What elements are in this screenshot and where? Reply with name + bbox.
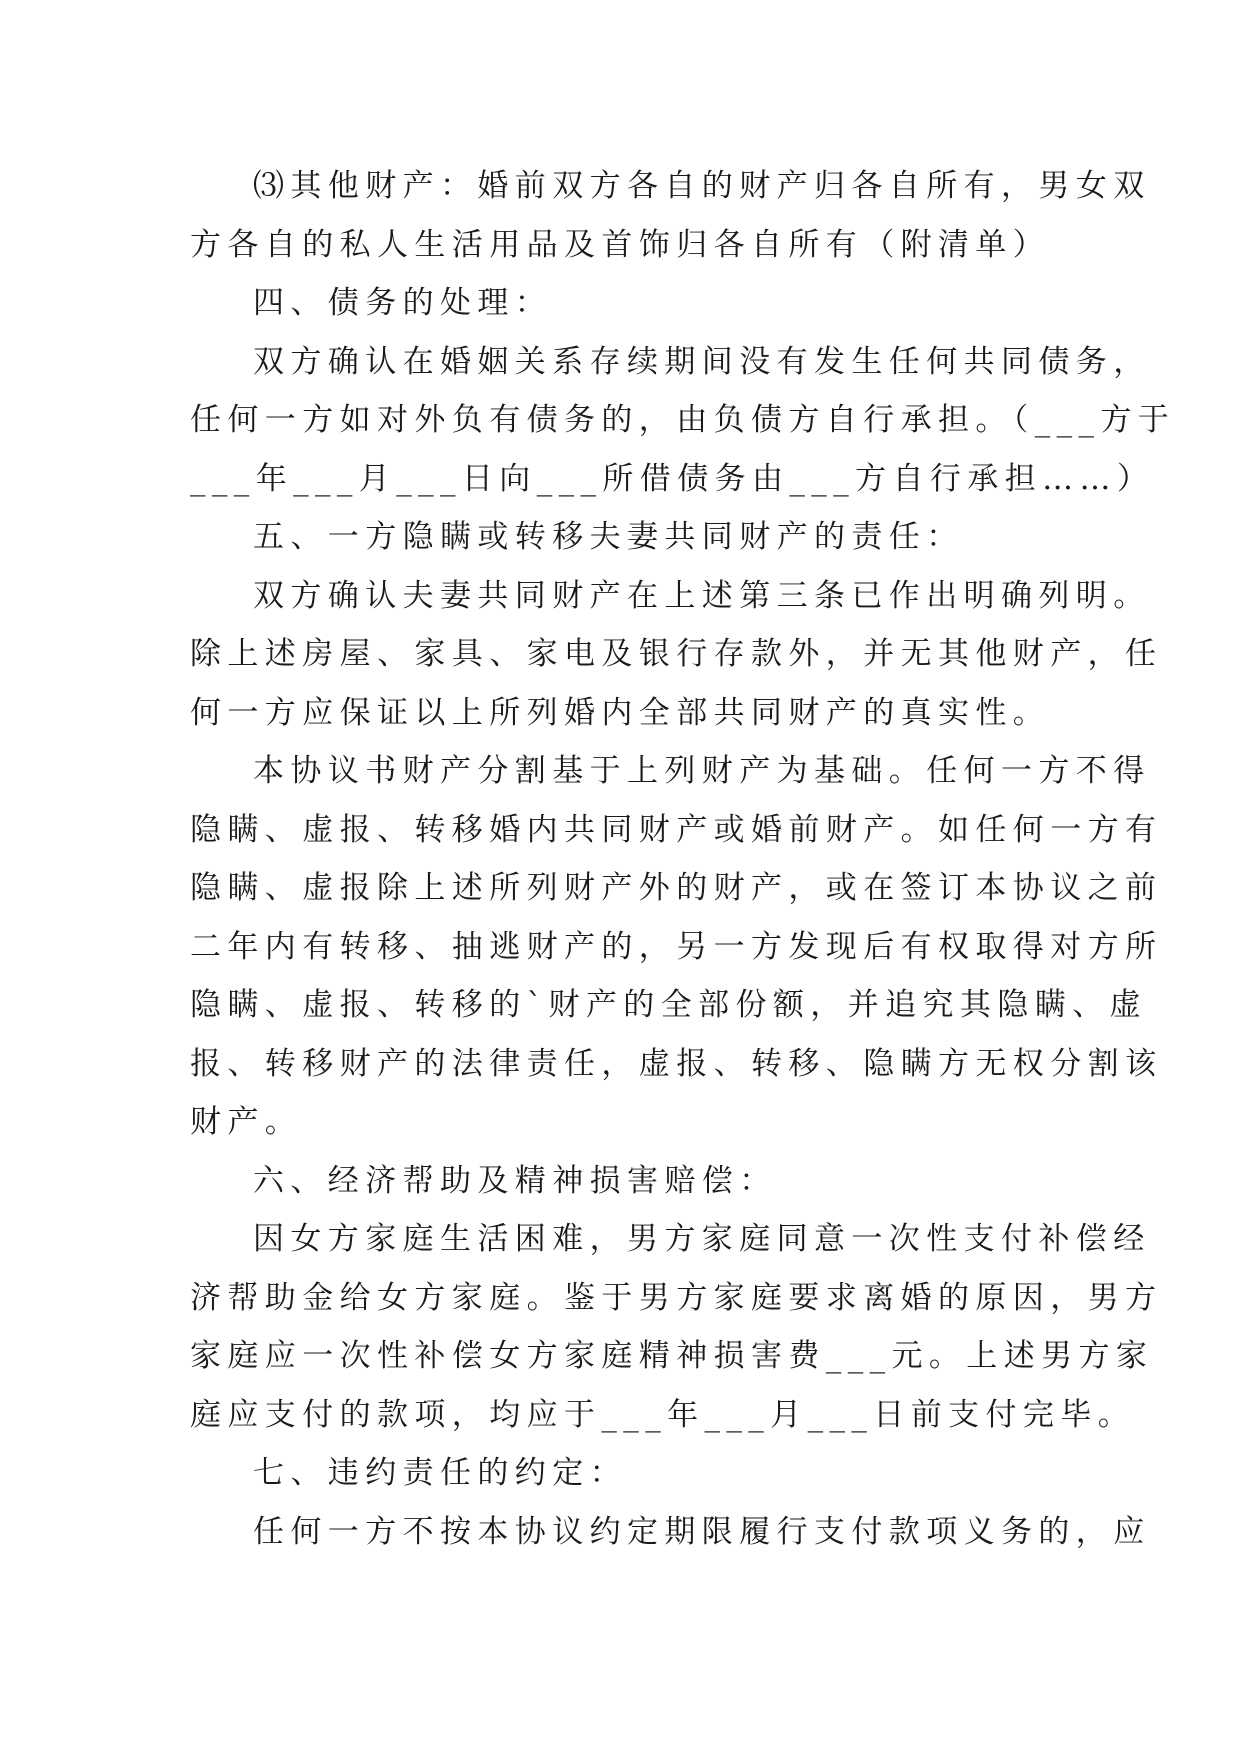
- text-line: 双方确认在婚姻关系存续期间没有发生任何共同债务，: [253, 344, 1151, 380]
- section-heading: 七、违约责任的约定：: [253, 1455, 627, 1491]
- text-line: 因女方家庭生活困难，男方家庭同意一次性支付补偿经: [253, 1221, 1151, 1257]
- text-line: 任何一方不按本协议约定期限履行支付款项义务的，应: [253, 1514, 1151, 1550]
- text-line: 本协议书财产分割基于上列财产为基础。任何一方不得: [253, 753, 1151, 789]
- text-line: 庭应支付的款项，均应于___年___月___日前支付完毕。: [190, 1397, 1136, 1433]
- text-line: 财产。: [190, 1104, 303, 1140]
- text-line: 双方确认夫妻共同财产在上述第三条已作出明确列明。: [253, 578, 1151, 614]
- text-line: 家庭应一次性补偿女方家庭精神损害费___元。上述男方家: [190, 1338, 1154, 1374]
- text-line: 何一方应保证以上所列婚内全部共同财产的真实性。: [190, 695, 1051, 731]
- text-line: ⑶其他财产：婚前双方各自的财产归各自所有，男女双: [253, 168, 1151, 204]
- text-line: 隐瞒、虚报除上述所列财产外的财产，或在签订本协议之前: [190, 870, 1163, 906]
- text-line: 二年内有转移、抽逃财产的，另一方发现后有权取得对方所: [190, 929, 1163, 965]
- section-heading: 四、债务的处理：: [253, 285, 553, 321]
- section-heading: 五、一方隐瞒或转移夫妻共同财产的责任：: [253, 519, 964, 555]
- text-line: 隐瞒、虚报、转移的`财产的全部份额，并追究其隐瞒、虚: [190, 987, 1147, 1023]
- text-line: 济帮助金给女方家庭。鉴于男方家庭要求离婚的原因，男方: [190, 1280, 1163, 1316]
- text-line: ___年___月___日向___所借债务由___方自行承担……）: [190, 461, 1155, 497]
- text-line: 任何一方如对外负有债务的，由负债方自行承担。（___方于: [190, 402, 1176, 438]
- text-line: 方各自的私人生活用品及首饰归各自所有（附清单）: [190, 227, 1051, 263]
- text-line: 报、转移财产的法律责任，虚报、转移、隐瞒方无权分割该: [190, 1046, 1163, 1082]
- text-line: 隐瞒、虚报、转移婚内共同财产或婚前财产。如任何一方有: [190, 812, 1163, 848]
- text-line: 除上述房屋、家具、家电及银行存款外，并无其他财产，任: [190, 636, 1163, 672]
- section-heading: 六、经济帮助及精神损害赔偿：: [253, 1163, 777, 1199]
